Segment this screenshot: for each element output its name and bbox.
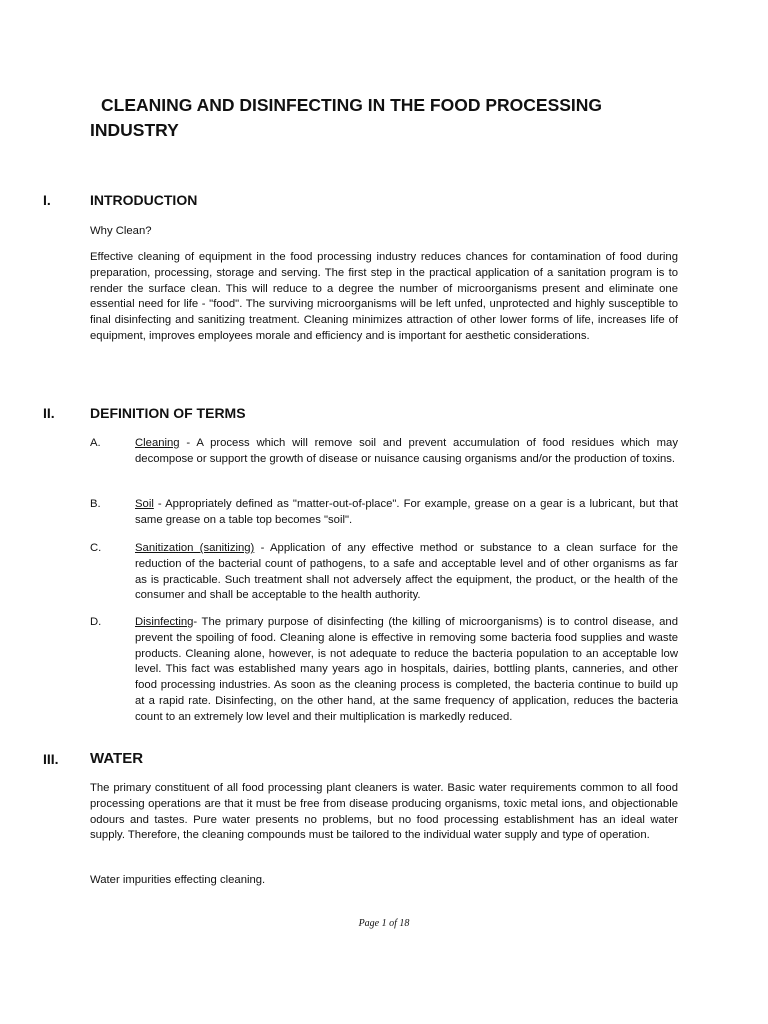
term-definition-cleaning: Cleaning - A process which will remove soil and prevent accumulation of food residues which may decompose or support the growth of disease or nuisance causing organisms and/or the production of toxins.: [135, 437, 678, 465]
section-number: I.: [43, 192, 51, 208]
water-paragraph: The primary constituent of all food processing plant cleaners is water. Basic water requirements common to all food processing operations are that it must be free from disease producing organisms, toxic metal ions, and objectionable odours and tastes. Pure water presents no problems, but no food processing establishment has an ideal water supply. Therefore, the cleaning compounds must be tailored to the individual water supply and type of operation.: [90, 782, 678, 842]
section-heading-water: WATER: [90, 750, 144, 767]
term-name: Disinfecting: [135, 616, 194, 628]
term-letter: B.: [90, 498, 101, 510]
section-heading-definition-of-terms: DEFINITION OF TERMS: [90, 405, 246, 421]
introduction-paragraph: Effective cleaning of equipment in the food processing industry reduces chances for contamination of food during preparation, processing, storage and serving. The first step in the practical application of a sanitation program is to render the surface clean. This will reduce to a degree the number of microorganisms present and eliminate one essential need for life - "food". The surviving microorganisms will be left unfed, unprotected and highly susceptible to final disinfecting and sanitizing treatment. Cleaning minimizes attraction of other lower forms of life, increases life of equipment, improves employees morale and efficiency and is important for aesthetic considerations.: [90, 251, 678, 342]
section-number: III.: [43, 751, 59, 767]
section-heading-introduction: INTRODUCTION: [90, 192, 198, 208]
term-definition-disinfecting: Disinfecting- The primary purpose of disinfecting (the killing of microorganisms) is to control disease, and prevent the spoiling of food. Cleaning alone is effective in removing some bacteria food supplies and waste products. Cleaning alone, however, is not adequate to reduce the bacteria population to an acceptable low level. This fact was established many years ago in hospitals, dairies, bottling plants, canneries, and other food processing industries. As soon as the cleaning process is completed, the bacteria continue to build up at a rapid rate. Disinfecting, on the other hand, at the same frequency of application, reduces the bacteria count to an extremely low level and their multiplication is markedly reduced.: [135, 616, 678, 723]
section-number: II.: [43, 405, 55, 421]
subheading-why-clean: Why Clean?: [90, 225, 152, 237]
term-name: Soil: [135, 498, 154, 510]
term-definition-soil: Soil - Appropriately defined as "matter-out-of-place". For example, grease on a gear is a lubricant, but that same grease on a table top becomes "soil".: [135, 498, 678, 526]
term-letter: D.: [90, 616, 102, 628]
document-title: CLEANING AND DISINFECTING IN THE FOOD PROCESSING INDUSTRY: [90, 95, 603, 140]
water-impurities-line: Water impurities effecting cleaning.: [90, 874, 266, 886]
page-footer: Page 1 of 18: [358, 918, 410, 929]
term-name: Sanitization (sanitizing): [135, 542, 255, 554]
term-definition-sanitization: Sanitization (sanitizing) - Application of any effective method or substance to a clean surface for the reduction of the bacterial count of pathogens, to a safe and acceptable level and of other organisms as far as is practicable. Such treatment shall not adversely affect the equipment, the product, or the health of the consumer and shall be acceptable to the health authority.: [135, 542, 678, 602]
term-letter: C.: [90, 542, 102, 554]
term-name: Cleaning: [135, 437, 180, 449]
term-letter: A.: [90, 437, 101, 449]
